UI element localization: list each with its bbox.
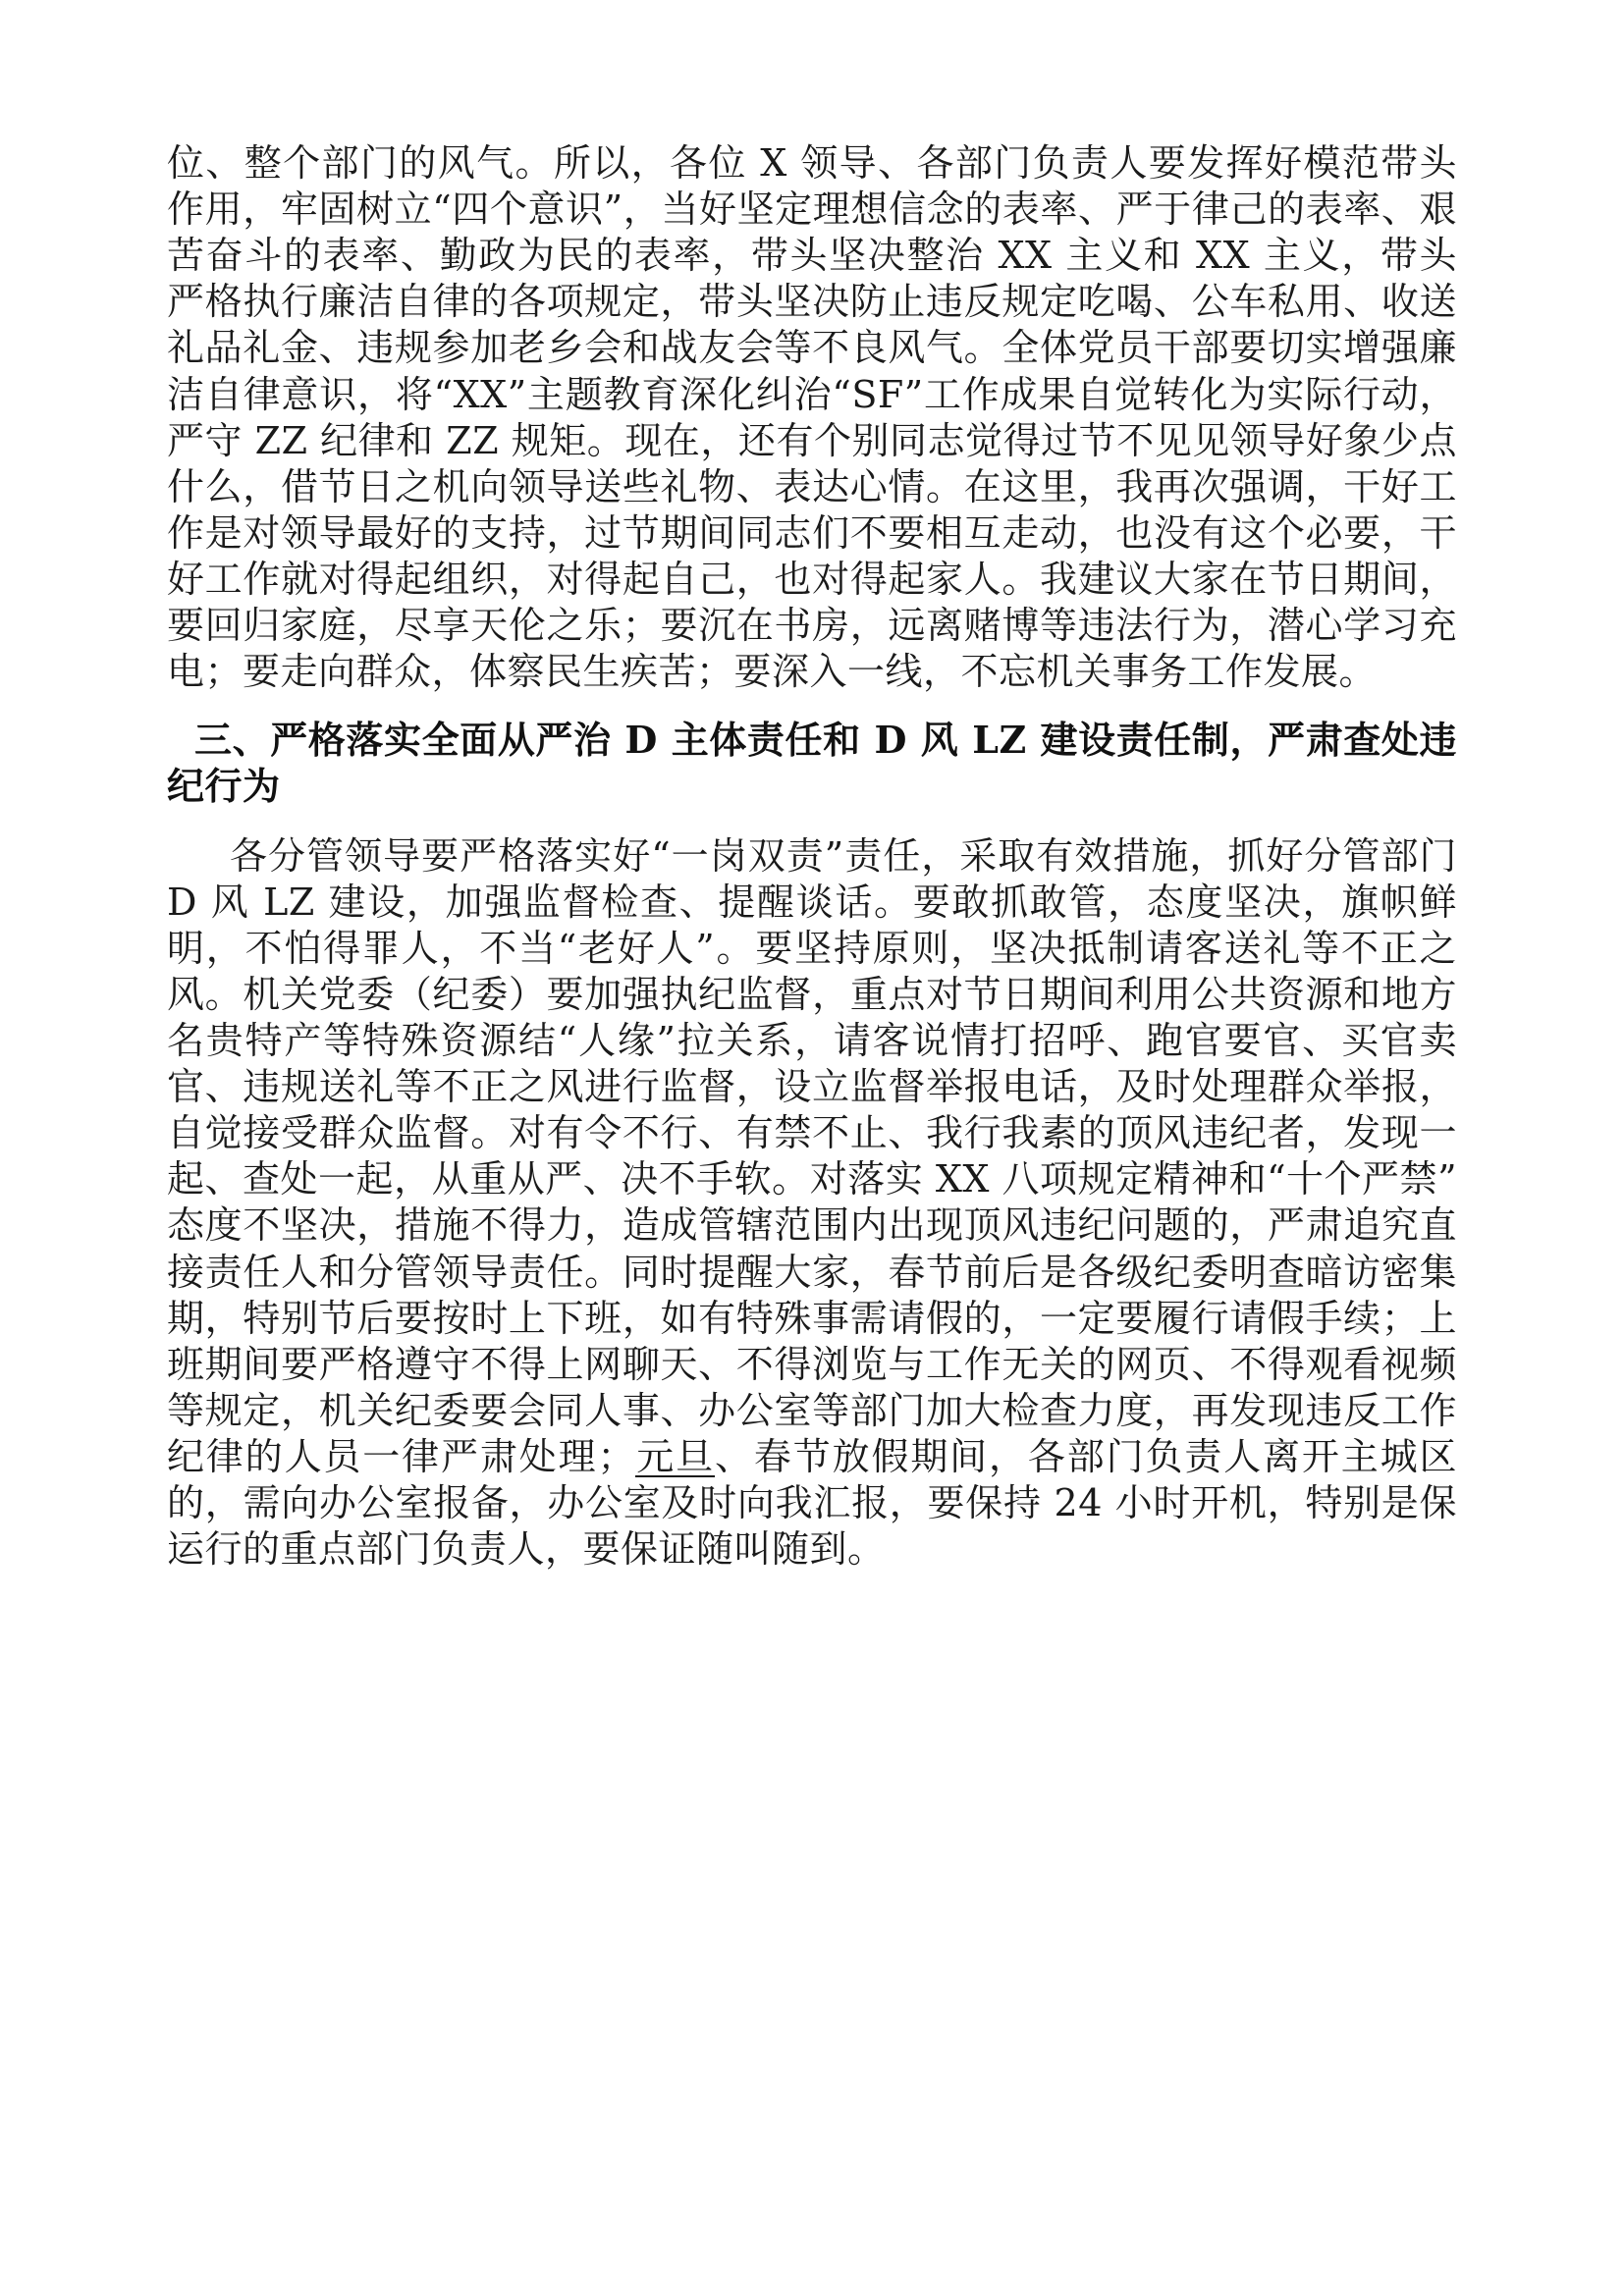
paragraph-body [167, 833, 1457, 1574]
section-heading: 三、严格落实全面从严治 D 主体责任和 D 风 LZ 建设责任制，严肃查处违纪行为 [167, 718, 1457, 809]
underlined-term: 元旦 [634, 1434, 716, 1478]
paragraph-body-text-2: 、春节放假期间，各部门负责人离开主城区的，需向办公室报备，办公室及时向我汇报，要保持 24 小时开机，特别是保运行的重点部门负责人，要保证随叫随到。 [167, 1434, 1457, 1572]
paragraph-body-text-1: 各分管领导要严格落实好“一岗双责”责任，采取有效措施，抓好分管部门 D 风 LZ 建设，加强监督检查、提醒谈话。要敢抓敢管，态度坚决，旗帜鲜明，不怕得罪人，不当“老好人”。要坚持原则，坚决抵制请客送礼等不正之风。机关党委（纪委）要加强执纪监督，重点对节日期间利用公共资源和地方名贵特产等特殊资源结“人缘”拉关系，请客说情打招呼、跑官要官、买官卖官、违规送礼等不正之风进行监督，设立监督举报电话，及时处理群众举报，自觉接受群众监督。对有令不行、有禁不止、我行我素的顶风违纪者，发现一起、查处一起，从重从严、决不手软。对落实 XX 八项规定精神和“十个严禁”态度不坚决，措施不得力，造成管辖范围内出现顶风违纪问题的，严肃追究直接责任人和分管领导责任。同时提醒大家，春节前后是各级纪委明查暗访密集期，特别节后要按时上下班，如有特殊事需请假的，一定要履行请假手续；上班期间要严格遵守不得上网聊天、不得浏览与工作无关的网页、不得观看视频等规定，机关纪委要会同人事、办公室等部门加大检查力度，再发现违反工作纪律的人员一律严肃处理； [167, 833, 1457, 1478]
paragraph-continuation: 位、整个部门的风气。所以，各位 X 领导、各部门负责人要发挥好模范带头作用，牢固树立“四个意识”，当好坚定理想信念的表率、严于律己的表率、艰苦奋斗的表率、勤政为民的表率，带头坚决整治 XX 主义和 XX 主义，带头严格执行廉洁自律的各项规定，带头坚决防止违反规定吃喝、公车私用、收送礼品礼金、违规参加老乡会和战友会等不良风气。全体党员干部要切实增强廉洁自律意识，将“XX”主题教育深化纠治“SF”工作成果自觉转化为实际行动，严守 ZZ 纪律和 ZZ 规矩。现在，还有个别同志觉得过节不见见领导好象少点什么，借节日之机向领导送些礼物、表达心情。在这里，我再次强调，干好工作是对领导最好的支持，过节期间同志们不要相互走动，也没有这个必要，干好工作就对得起组织，对得起自己，也对得起家人。我建议大家在节日期间，要回归家庭，尽享天伦之乐；要沉在书房，远离赌博等违法行为，潜心学习充电；要走向群众，体察民生疾苦；要深入一线，不忘机关事务工作发展。 [167, 141, 1457, 694]
